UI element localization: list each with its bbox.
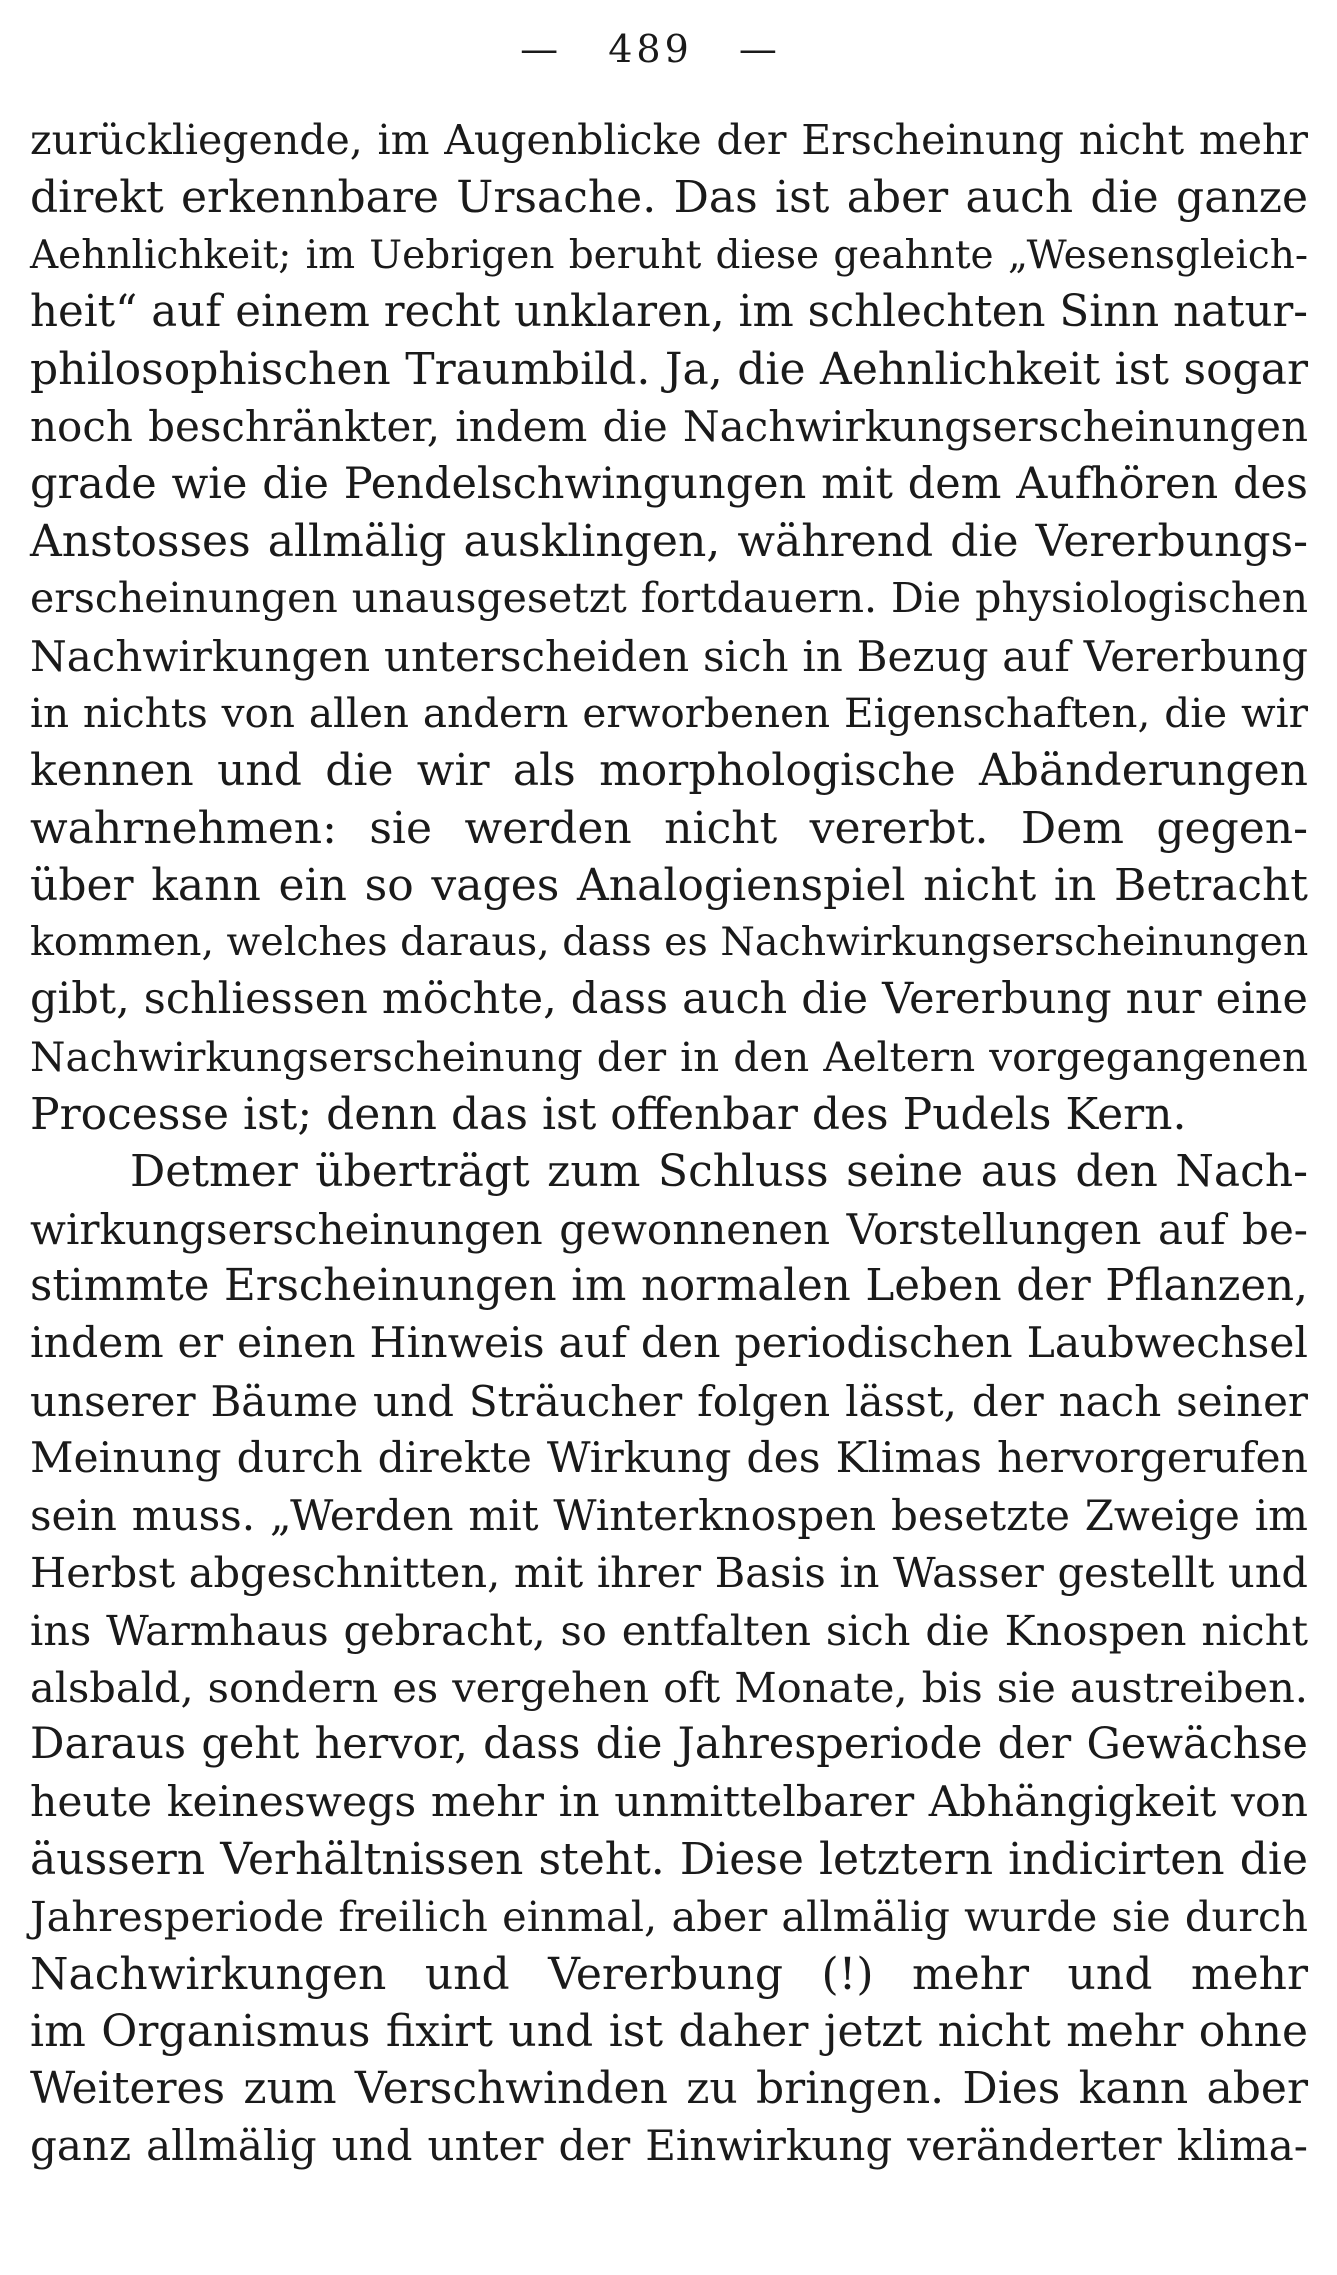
text-line: Jahresperiode freilich einmal, aber allmälig wurde sie durch bbox=[30, 1892, 1308, 1942]
text-line: stimmte Erscheinungen im normalen Leben der Pflanzen, bbox=[30, 1260, 1308, 1311]
body-text bbox=[30, 112, 1308, 2175]
text-line: Daraus geht hervor, dass die Jahresperiode der Gewächse bbox=[30, 1719, 1308, 1770]
text-line: unserer Bäume und Sträucher folgen lässt, der nach seiner bbox=[30, 1376, 1308, 1426]
text-line: äussern Verhältnissen steht. Diese letztern indicirten die bbox=[30, 1833, 1308, 1885]
text-line: Weiteres zum Verschwinden zu bringen. Dies kann aber bbox=[30, 2063, 1308, 2115]
text-line: wirkungserscheinungen gewonnenen Vorstellungen auf be- bbox=[30, 1204, 1308, 1254]
text-line: über kann ein so vages Analogienspiel nicht in Betracht bbox=[30, 859, 1308, 911]
text-line: philosophischen Traumbild. Ja, die Aehnlichkeit ist sogar bbox=[30, 344, 1308, 396]
text-line: erscheinungen unausgesetzt fortdauern. Die physiologischen bbox=[30, 574, 1308, 623]
text-line: grade wie die Pendelschwingungen mit dem Aufhören des bbox=[30, 458, 1308, 509]
text-line: Nachwirkungen unterscheiden sich in Bezug auf Vererbung bbox=[30, 631, 1308, 681]
header-dash-right: — bbox=[738, 27, 781, 71]
text-line: Detmer überträgt zum Schluss seine aus den Nach- bbox=[130, 1146, 1308, 1198]
text-line: wahrnehmen: sie werden nicht vererbt. Dem gegen- bbox=[30, 802, 1308, 854]
text-line: Meinung durch direkte Wirkung des Klimas hervorgerufen bbox=[30, 1433, 1308, 1483]
text-line: heute keineswegs mehr in unmittelbarer Abhängigkeit von bbox=[30, 1777, 1308, 1827]
text-line: zurückliegende, im Augenblicke der Erscheinung nicht mehr bbox=[30, 116, 1308, 164]
page-number: 489 bbox=[608, 27, 693, 71]
text-line: im Organismus fixirt und ist daher jetzt nicht mehr ohne bbox=[30, 2005, 1308, 2057]
text-line: Herbst abgeschnitten, mit ihrer Basis in Wasser gestellt und bbox=[30, 1548, 1308, 1598]
text-line: direkt erkennbare Ursache. Das ist aber auch die ganze bbox=[30, 172, 1308, 224]
text-line: gibt, schliessen möchte, dass auch die Vererbung nur eine bbox=[30, 974, 1308, 1025]
text-line: sein muss. „Werden mit Winterknospen besetzte Zweige im bbox=[30, 1491, 1308, 1541]
text-line: alsbald, sondern es vergehen oft Monate, bis sie austreiben. bbox=[30, 1663, 1308, 1713]
text-line: Anstosses allmälig ausklingen, während die Vererbungs- bbox=[30, 516, 1308, 568]
text-line: indem er einen Hinweis auf den periodischen Laubwechsel bbox=[30, 1319, 1308, 1369]
text-line: ganz allmälig und unter der Einwirkung veränderter klima- bbox=[30, 2121, 1308, 2171]
text-line: Aehnlichkeit; im Uebrigen beruht diese geahnte „Wesensgleich- bbox=[30, 232, 1308, 278]
page-header bbox=[0, 27, 1319, 71]
text-line: kennen und die wir als morphologische Abänderungen bbox=[30, 745, 1308, 797]
text-line: ins Warmhaus gebracht, so entfalten sich die Knospen nicht bbox=[30, 1605, 1308, 1655]
text-line: heit“ auf einem recht unklaren, im schlechten Sinn natur- bbox=[30, 286, 1308, 337]
header-dash-left: — bbox=[520, 27, 563, 71]
text-line: Processe ist; denn das ist offenbar des Pudels Kern. bbox=[30, 1089, 1187, 1141]
text-line: Nachwirkungen und Vererbung (!) mehr und mehr bbox=[30, 1948, 1308, 2000]
text-line: in nichts von allen andern erworbenen Eigenschaften, die wir bbox=[30, 688, 1308, 737]
text-line: kommen, welches daraus, dass es Nachwirkungserscheinungen bbox=[30, 919, 1309, 966]
text-line: Nachwirkungserscheinung der in den Aeltern vorgegangenen bbox=[30, 1032, 1308, 1081]
text-line: noch beschränkter, indem die Nachwirkungserscheinungen bbox=[30, 402, 1308, 452]
